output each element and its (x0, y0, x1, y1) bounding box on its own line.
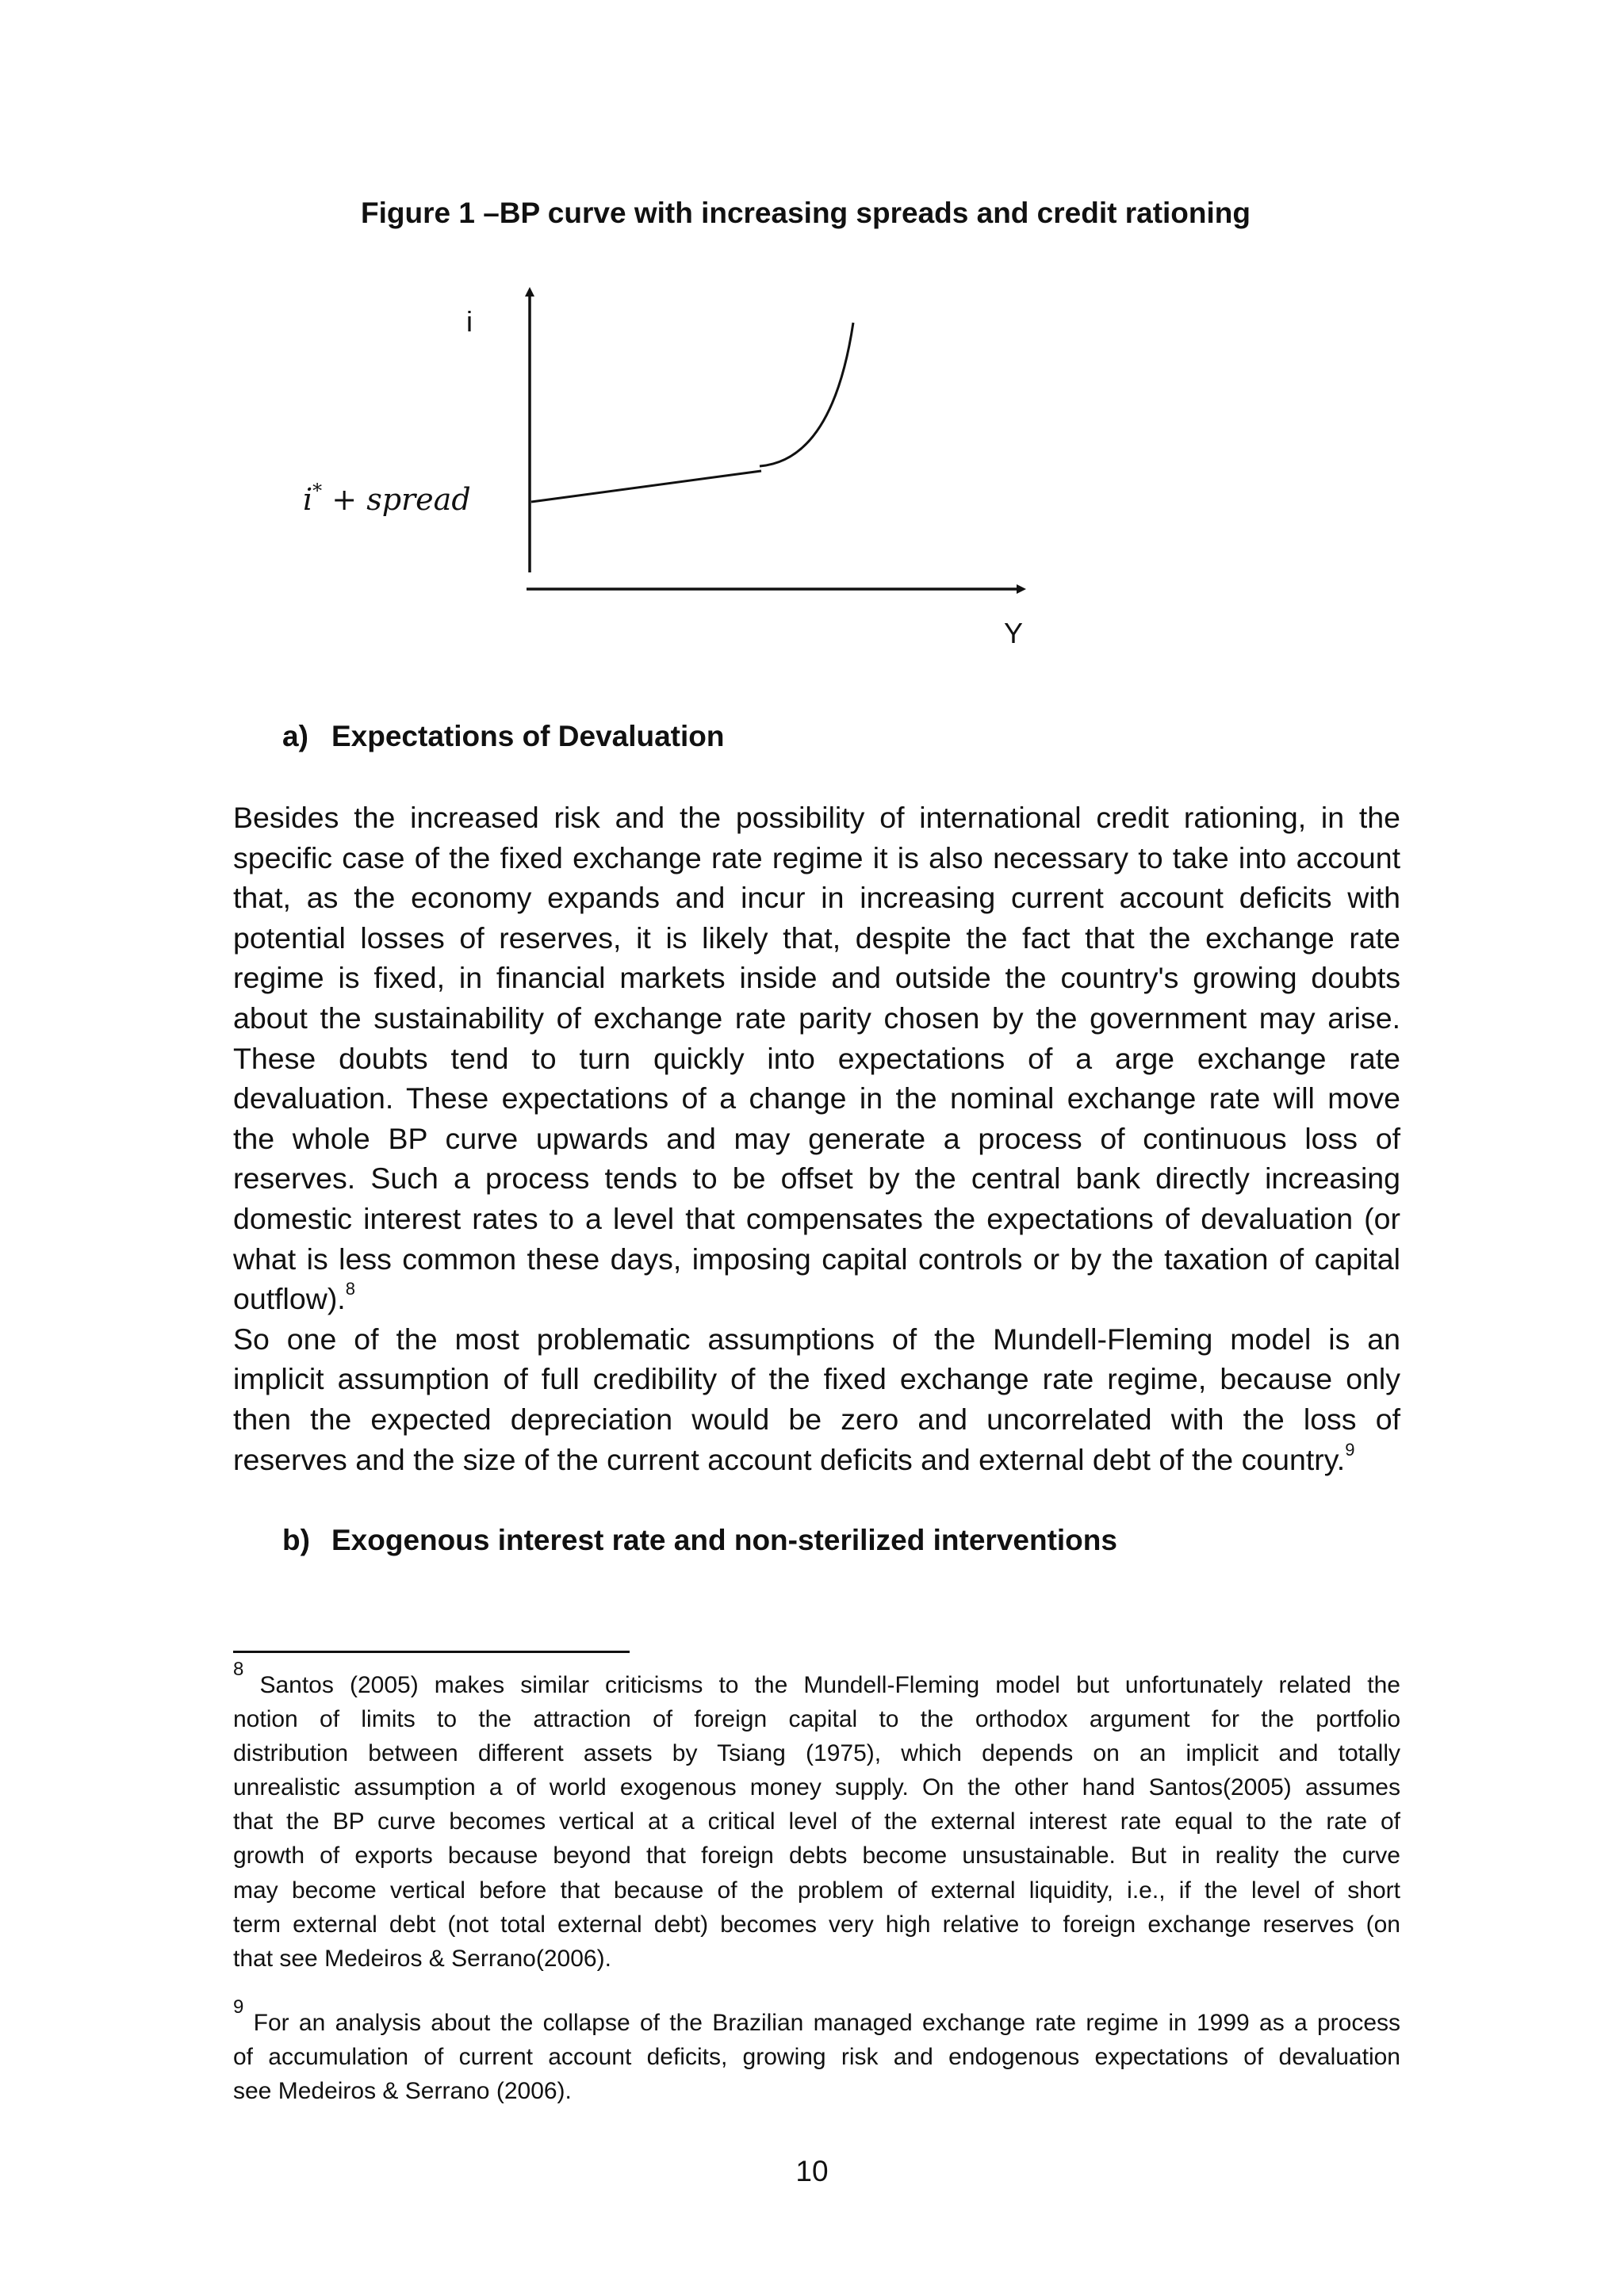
footnote-ref-9[interactable]: 9 (1345, 1439, 1355, 1460)
paragraph-last-line (233, 1440, 1400, 1480)
footnote-line: term external debt (not total external debt) becomes very high relative to foreign exchange reserves (on (233, 1911, 1400, 1938)
paragraph-line: Besides the increased risk and the possibility of international credit rationing, in the (233, 801, 1400, 834)
footnote-line: of accumulation of current account deficits, growing risk and endogenous expectations of devaluation (233, 2044, 1400, 2071)
spread-level-label (303, 482, 471, 517)
section-a-heading (282, 720, 725, 753)
paragraph-line: the whole BP curve upwards and may generate a process of continuous loss of (233, 1121, 1400, 1155)
label-op: + (331, 482, 358, 517)
bp-curve-rising-segment (760, 323, 853, 466)
footnote-line: may become vertical before that because of the problem of external liquidity, i.e., if the level of short (233, 1877, 1400, 1904)
paragraph-line: then the expected depreciation would be zero and uncorrelated with the loss of (233, 1402, 1400, 1436)
footnote-line: growth of exports because beyond that foreign debts become unsustainable. But in reality the curve (233, 1843, 1400, 1869)
paragraph-line: that, as the economy expands and incur in increasing current account deficits with (233, 881, 1400, 915)
footnote-line-text: Santos (2005) makes similar criticisms to the Mundell-Fleming model but unfortunately related the (243, 1672, 1400, 1698)
figure-title (0, 197, 1624, 230)
y-axis-label: i (466, 305, 473, 338)
footnote-number: 9 (233, 1996, 244, 2018)
label-word: spread (366, 482, 471, 517)
footnote-9 (233, 1996, 1400, 2108)
footnote-number: 8 (233, 1659, 244, 1680)
bp-curve-figure (270, 277, 1063, 658)
bp-curve-flat-segment (531, 471, 761, 502)
section-b-label: b) (282, 1524, 310, 1556)
paragraph-line-text: reserves and the size of the current account deficits and external debt of the country. (233, 1442, 1346, 1476)
paragraph-line: devaluation. These expectations of a change in the nominal exchange rate will move (233, 1081, 1400, 1115)
paragraph-line: So one of the most problematic assumptions of the Mundell-Fleming model is an (233, 1322, 1400, 1356)
footnote-line: unrealistic assumption a of world exogenous money supply. On the other hand Santos(2005) assumes (233, 1774, 1400, 1801)
footnote-line: that see Medeiros & Serrano(2006). (233, 1945, 611, 1972)
paragraph-line: These doubts tend to turn quickly into expectations of a arge exchange rate (233, 1041, 1400, 1075)
label-sup: * (312, 480, 323, 502)
footnote-ref-8[interactable]: 8 (345, 1279, 355, 1299)
x-axis-label: Y (1004, 617, 1024, 649)
page-number: 10 (795, 2155, 829, 2187)
section-b-heading (282, 1524, 1117, 1557)
figure-title-text: Figure 1 –BP curve with increasing spreads and credit rationing (361, 197, 1251, 229)
footnote-line (233, 1659, 1400, 1702)
paragraph-line: about the sustainability of exchange rate parity chosen by the government may arise. (233, 1001, 1400, 1035)
paragraph-line-text: outflow). (233, 1282, 346, 1316)
paragraph-last-line (233, 1279, 1400, 1319)
footnote-line: notion of limits to the attraction of foreign capital to the orthodox argument for the portfolio (233, 1706, 1400, 1733)
paragraph-line: implicit assumption of full credibility of the fixed exchange rate regime, because only (233, 1362, 1400, 1396)
paragraph-line: regime is fixed, in financial markets inside and outside the country's growing doubts (233, 961, 1400, 995)
paragraph-line: potential losses of reserves, it is likely that, despite the fact that the exchange rate (233, 920, 1400, 955)
section-a-label: a) (282, 720, 308, 752)
bp-curve-diagram (270, 277, 1063, 658)
paragraph-line: what is less common these days, imposing capital controls or by the taxation of capital (233, 1242, 1400, 1276)
section-a-paragraph-1 (233, 798, 1400, 1479)
paragraph-line: domestic interest rates to a level that compensates the expectations of devaluation (or (233, 1201, 1400, 1235)
footnote-8 (233, 1659, 1400, 1976)
paragraph-line: reserves. Such a process tends to be offset by the central bank directly increasing (233, 1161, 1400, 1196)
footnote-line-text: For an analysis about the collapse of the Brazilian managed exchange rate regime in 1999 as a process (243, 2010, 1400, 2036)
footnote-line: see Medeiros & Serrano (2006). (233, 2078, 572, 2105)
section-a-title: Expectations of Devaluation (331, 720, 725, 752)
paragraph-line: specific case of the fixed exchange rate regime it is also necessary to take into account (233, 840, 1400, 874)
section-b-title: Exogenous interest rate and non-sterilized interventions (331, 1524, 1117, 1556)
footnote-line: distribution between different assets by Tsiang (1975), which depends on an implicit and totally (233, 1740, 1400, 1767)
footnote-separator (233, 1651, 630, 1653)
label-base: i (303, 482, 313, 517)
footnote-line: that the BP curve becomes vertical at a critical level of the external interest rate equal to the rate of (233, 1808, 1400, 1835)
footnote-line (233, 1996, 1400, 2040)
